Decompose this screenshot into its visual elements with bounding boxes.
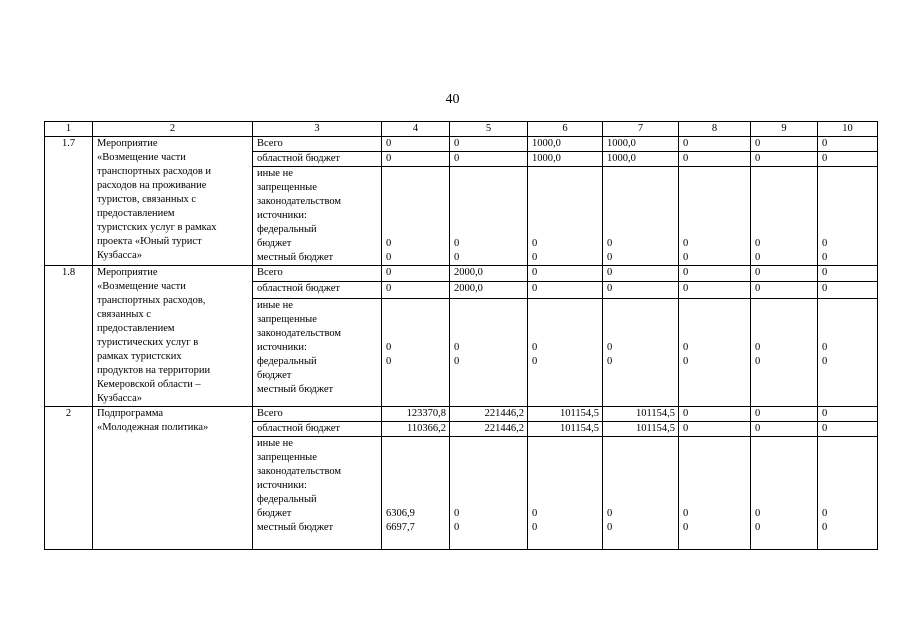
row-title: Мероприятие «Возмещение части транспортных расходов, связанных с предоставлением туристических услуг в рамках туристских продуктов на территории Кемеровской области – Кузбасса»	[93, 266, 253, 407]
header-cell: 5	[450, 122, 528, 137]
table-row	[45, 266, 878, 282]
value-cell: 0 0	[679, 167, 751, 266]
value-cell: 0	[603, 266, 679, 282]
value-cell: 1000,0	[528, 152, 603, 167]
value-cell: 0 0	[603, 437, 679, 550]
value-cell: 0	[751, 422, 818, 437]
value-cell: 0	[818, 407, 878, 422]
row-id: 2	[45, 407, 93, 550]
value-cell: 0	[818, 266, 878, 282]
value-cell: 1000,0	[603, 152, 679, 167]
header-cell: 10	[818, 122, 878, 137]
row-id: 1.7	[45, 137, 93, 266]
funding-label: иные не запрещенные законодательством источники: федеральный бюджет местный бюджет	[253, 298, 382, 406]
table-row	[45, 407, 878, 422]
page-number: 40	[445, 92, 460, 107]
header-cell: 9	[751, 122, 818, 137]
value-cell: 0	[382, 282, 450, 298]
value-cell: 0	[679, 422, 751, 437]
value-cell: 0	[679, 266, 751, 282]
value-cell: 0	[818, 137, 878, 152]
value-cell: 0	[603, 282, 679, 298]
value-cell: 0 0	[450, 167, 528, 266]
value-cell: 101154,5	[528, 407, 603, 422]
value-cell: 0 0	[528, 167, 603, 266]
header-cell: 6	[528, 122, 603, 137]
value-cell: 0 0	[528, 298, 603, 406]
funding-label: областной бюджет	[253, 422, 382, 437]
value-cell: 221446,2	[450, 407, 528, 422]
value-cell: 0	[528, 282, 603, 298]
value-cell: 0	[450, 137, 528, 152]
row-title: Мероприятие «Возмещение части транспортных расходов и расходов на проживание туристов, связанных с предоставлением туристских услуг в рамках проекта «Юный турист Кузбасса»	[93, 137, 253, 266]
table-row	[45, 137, 878, 152]
value-cell: 0 0	[450, 298, 528, 406]
funding-label: иные не запрещенные законодательством источники: федеральный бюджет местный бюджет	[253, 437, 382, 550]
funding-label: областной бюджет	[253, 152, 382, 167]
value-cell: 0	[818, 282, 878, 298]
header-cell: 7	[603, 122, 679, 137]
value-cell: 0 0	[818, 437, 878, 550]
value-cell: 0	[679, 152, 751, 167]
value-cell: 110366,2	[382, 422, 450, 437]
funding-label: Всего	[253, 266, 382, 282]
value-cell: 1000,0	[528, 137, 603, 152]
row-title: Подпрограмма «Молодежная политика»	[93, 407, 253, 550]
funding-label: иные не запрещенные законодательством источники: федеральный бюджет местный бюджет	[253, 167, 382, 266]
value-cell: 0 0	[603, 167, 679, 266]
value-cell: 0 0	[751, 167, 818, 266]
value-cell: 0	[751, 152, 818, 167]
value-cell: 2000,0	[450, 282, 528, 298]
funding-label: Всего	[253, 137, 382, 152]
value-cell: 0	[751, 137, 818, 152]
value-cell: 0 0	[679, 298, 751, 406]
value-cell: 0	[528, 266, 603, 282]
header-cell: 3	[253, 122, 382, 137]
header-cell: 8	[679, 122, 751, 137]
value-cell: 0 0	[450, 437, 528, 550]
value-cell: 0	[382, 137, 450, 152]
value-cell: 0 0	[679, 437, 751, 550]
funding-label: областной бюджет	[253, 282, 382, 298]
value-cell: 0	[751, 266, 818, 282]
value-cell: 0	[382, 152, 450, 167]
value-cell: 2000,0	[450, 266, 528, 282]
value-cell: 0 0	[751, 298, 818, 406]
row-id: 1.8	[45, 266, 93, 407]
header-cell: 1	[45, 122, 93, 137]
value-cell: 221446,2	[450, 422, 528, 437]
value-cell: 0 0	[603, 298, 679, 406]
value-cell: 0	[382, 266, 450, 282]
header-cell: 4	[382, 122, 450, 137]
value-cell: 101154,5	[528, 422, 603, 437]
value-cell: 0	[818, 422, 878, 437]
value-cell: 0 0	[751, 437, 818, 550]
header-row	[45, 122, 878, 137]
value-cell: 0 0	[528, 437, 603, 550]
value-cell: 6306,9 6697,7	[382, 437, 450, 550]
value-cell: 123370,8	[382, 407, 450, 422]
value-cell: 101154,5	[603, 407, 679, 422]
value-cell: 0	[679, 137, 751, 152]
value-cell: 0 0	[382, 167, 450, 266]
value-cell: 101154,5	[603, 422, 679, 437]
funding-label: Всего	[253, 407, 382, 422]
value-cell: 0 0	[818, 167, 878, 266]
header-cell: 2	[93, 122, 253, 137]
budget-table	[44, 121, 878, 550]
value-cell: 0	[751, 407, 818, 422]
value-cell: 1000,0	[603, 137, 679, 152]
value-cell: 0	[679, 407, 751, 422]
value-cell: 0	[818, 152, 878, 167]
value-cell: 0	[751, 282, 818, 298]
value-cell: 0 0	[382, 298, 450, 406]
value-cell: 0 0	[818, 298, 878, 406]
value-cell: 0	[450, 152, 528, 167]
value-cell: 0	[679, 282, 751, 298]
